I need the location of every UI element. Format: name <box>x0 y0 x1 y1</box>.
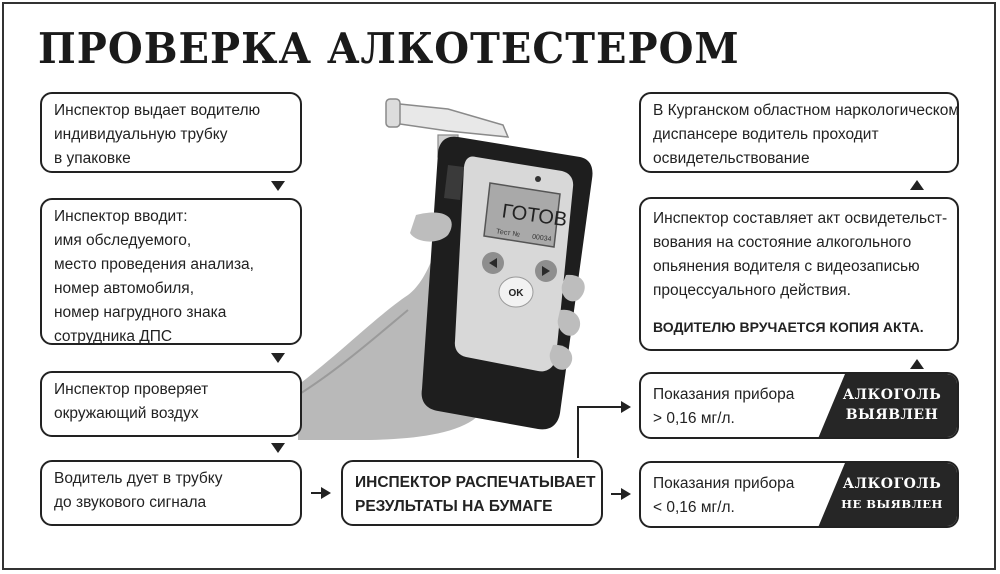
step-enter-data-line-2: имя обследуемого, <box>54 232 192 249</box>
print-results-line-1: ИНСПЕКТОР РАСПЕЧАТЫВАЕТ <box>355 474 596 491</box>
step-enter-data-line-5: номер нагрудного знака <box>54 304 227 321</box>
arrow-right-positive <box>621 401 631 413</box>
clinic-line-1: В Курганском областном наркологическом <box>653 102 959 119</box>
step-issue-tube-line-3: в упаковке <box>54 150 131 167</box>
clinic-line-2: диспансере водитель проходит <box>653 126 879 143</box>
arrow-up-2 <box>910 180 924 190</box>
step-issue-tube-line-1: Инспектор выдает водителю <box>54 102 261 119</box>
result-negative-line-2: < 0,16 мг/л. <box>653 499 735 516</box>
step-blow-tube-line-2: до звукового сигнала <box>54 494 207 511</box>
print-results-line-2: РЕЗУЛЬТАТЫ НА БУМАГЕ <box>355 498 553 515</box>
result-positive-tag-line-1: АЛКОГОЛЬ <box>842 387 942 403</box>
result-positive-line-2: > 0,16 мг/л. <box>653 410 735 427</box>
step-check-air-line-1: Инспектор проверяет <box>54 381 209 398</box>
act-line-4: процессуального действия. <box>653 282 851 299</box>
arrow-right-print <box>321 487 331 499</box>
arrow-right-negative <box>621 488 631 500</box>
act-line-3: опьянения водителя с видеозаписью <box>653 258 920 275</box>
clinic-line-3: освидетельствование <box>653 150 810 167</box>
step-enter-data-line-6: сотрудника ДПС <box>54 328 173 345</box>
ok-label: OK <box>508 288 524 299</box>
act-line-1: Инспектор составляет акт освидетельст- <box>653 210 948 227</box>
result-positive-tag-line-2: ВЫЯВЛЕН <box>845 407 939 423</box>
step-enter-data-line-4: номер автомобиля, <box>54 280 194 297</box>
page-title: ПРОВЕРКА АЛКОТЕСТЕРОМ <box>38 24 740 74</box>
step-issue-tube-line-2: индивидуальную трубку <box>54 126 228 143</box>
screen-sub-right: 00034 <box>531 233 552 244</box>
result-negative-tag-line-2: НЕ ВЫЯВЛЕН <box>841 497 943 511</box>
step-check-air-line-2: окружающий воздух <box>54 405 199 422</box>
arrow-down-2 <box>271 353 285 363</box>
result-negative-tag-line-1: АЛКОГОЛЬ <box>842 476 942 492</box>
arrow-down-3 <box>271 443 285 453</box>
act-line-2: вования на состояние алкогольного <box>653 234 912 251</box>
arrow-down-1 <box>271 181 285 191</box>
step-blow-tube-line-1: Водитель дует в трубку <box>54 470 223 487</box>
screen-sub-left: Тест № <box>495 228 521 239</box>
screen-text: ГОТОВ <box>500 200 569 232</box>
step-enter-data-line-1: Инспектор вводит: <box>54 208 188 225</box>
result-positive-line-1: Показания прибора <box>653 386 795 403</box>
result-negative-line-1: Показания прибора <box>653 475 795 492</box>
act-bold-line: ВОДИТЕЛЮ ВРУЧАЕТСЯ КОПИЯ АКТА. <box>653 319 924 335</box>
arrow-up-1 <box>910 359 924 369</box>
step-enter-data-line-3: место проведения анализа, <box>54 256 254 273</box>
